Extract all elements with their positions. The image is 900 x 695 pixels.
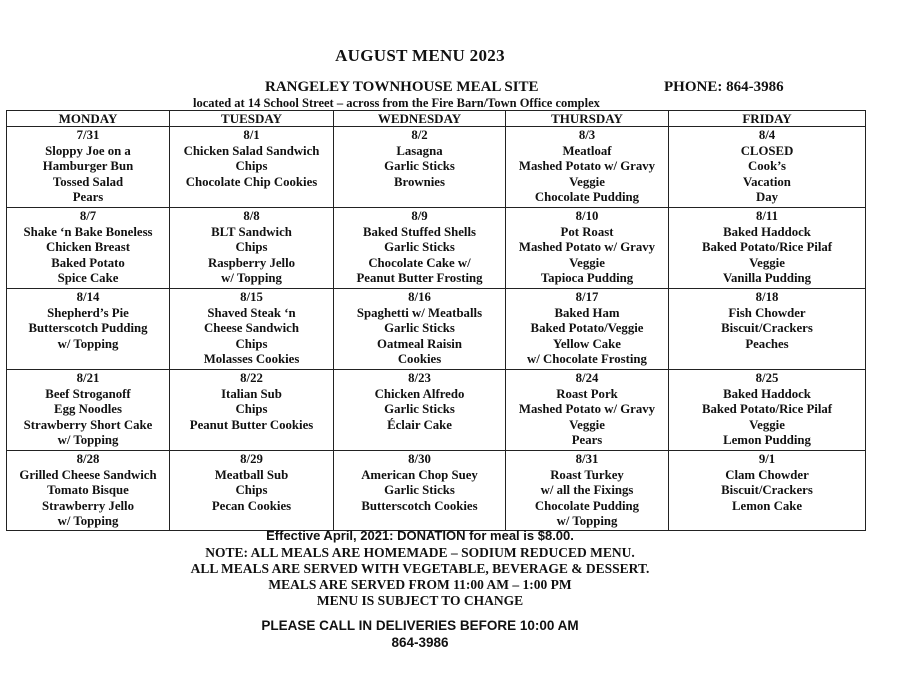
- menu-item: Fish Chowder: [728, 305, 806, 320]
- menu-item: Meatloaf: [562, 143, 612, 158]
- menu-item: w/ Topping: [57, 336, 119, 351]
- menu-item: Beef Stroganoff: [45, 386, 131, 401]
- menu-date: 8/10: [575, 209, 599, 223]
- menu-cell-tuesday: [170, 451, 334, 531]
- menu-cell-thursday: [506, 370, 669, 451]
- menu-item: Brownies: [394, 174, 445, 189]
- menu-item: Clam Chowder: [725, 467, 809, 482]
- donation-note: Effective April, 2021: DONATION for meal is $8.00.: [266, 528, 574, 543]
- menu-item: Tomato Bisque: [47, 483, 129, 498]
- menu-week-row: [7, 289, 866, 370]
- menu-date: 8/1: [243, 128, 260, 142]
- menu-date: 8/21: [76, 371, 100, 385]
- menu-item: Éclair Cake: [387, 417, 452, 432]
- menu-item: Chips: [235, 159, 268, 174]
- menu-item: w/ Topping: [221, 271, 282, 286]
- deliveries-phone: 864-3986: [391, 635, 449, 650]
- menu-cell-thursday: [506, 451, 669, 531]
- menu-date: 8/3: [578, 128, 596, 142]
- menu-week-row: [7, 208, 866, 289]
- menu-cell-wednesday: [334, 289, 506, 370]
- menu-item: Chicken Salad Sandwich: [183, 143, 320, 158]
- menu-cell-monday: [7, 289, 170, 370]
- menu-item: Garlic Sticks: [384, 321, 455, 336]
- menu-cell-thursday: [506, 127, 669, 208]
- day-header-tuesday: TUESDAY: [170, 111, 334, 127]
- menu-item: Raspberry Jello: [207, 255, 296, 270]
- homemade-note: NOTE: ALL MEALS ARE HOMEMADE – SODIUM REDUCED MENU.: [205, 545, 635, 560]
- menu-cell-thursday: [506, 208, 669, 289]
- subject-to-change-note: MENU IS SUBJECT TO CHANGE: [316, 593, 524, 608]
- menu-item: w/ Topping: [57, 433, 119, 448]
- menu-item: Sloppy Joe on a: [45, 143, 131, 158]
- menu-item: Baked Stuffed Shells: [362, 224, 477, 239]
- menu-item: Veggie: [569, 255, 605, 270]
- menu-date: 8/23: [408, 371, 431, 385]
- menu-cell-tuesday: [170, 370, 334, 451]
- menu-cell-monday: [7, 208, 170, 289]
- menu-cell-friday: [669, 127, 866, 208]
- menu-date: 8/14: [76, 290, 100, 304]
- menu-item: Day: [755, 190, 779, 205]
- menu-item: Chips: [235, 240, 268, 255]
- menu-item: Shepherd’s Pie: [47, 305, 129, 320]
- menu-item: Pears: [571, 433, 603, 448]
- menu-date: 8/25: [755, 371, 779, 385]
- menu-date: 8/31: [575, 452, 599, 466]
- menu-item: Garlic Sticks: [384, 159, 455, 174]
- site-name: RANGELEY TOWNHOUSE MEAL SITE: [265, 79, 539, 95]
- serving-hours-note: MEALS ARE SERVED FROM 11:00 AM – 1:00 PM: [268, 577, 572, 592]
- menu-date: 8/29: [240, 452, 263, 466]
- menu-item: Shake ‘n Bake Boneless: [23, 224, 153, 239]
- menu-item: Vanilla Pudding: [722, 271, 812, 286]
- menu-date: 8/7: [79, 209, 97, 223]
- menu-item: Meatball Sub: [214, 467, 289, 482]
- menu-date: 8/18: [755, 290, 779, 304]
- menu-item: Baked Potato/Rice Pilaf: [701, 402, 833, 417]
- menu-cell-wednesday: [334, 451, 506, 531]
- menu-item: Mashed Potato w/ Gravy: [518, 159, 656, 174]
- menu-date: 8/22: [240, 371, 263, 385]
- menu-item: Baked Potato/Veggie: [530, 321, 644, 336]
- menu-item: Peanut Butter Frosting: [356, 271, 483, 286]
- menu-date: 8/8: [243, 209, 260, 223]
- menu-cell-wednesday: [334, 370, 506, 451]
- menu-item: Garlic Sticks: [384, 402, 455, 417]
- menu-item: Biscuit/Crackers: [721, 483, 813, 498]
- menu-date: 8/24: [575, 371, 599, 385]
- menu-cell-thursday: [506, 289, 669, 370]
- menu-item: Mashed Potato w/ Gravy: [518, 402, 656, 417]
- menu-date: 8/28: [76, 452, 100, 466]
- menu-item: American Chop Suey: [361, 467, 478, 482]
- menu-cell-friday: [669, 208, 866, 289]
- menu-item: Peaches: [745, 336, 789, 351]
- menu-item: Strawberry Jello: [41, 498, 135, 513]
- menu-item: Veggie: [749, 255, 785, 270]
- menu-item: w/ Topping: [556, 514, 618, 529]
- page-title: AUGUST MENU 2023: [335, 46, 505, 65]
- menu-date: 8/30: [408, 452, 431, 466]
- day-header-row: [7, 111, 866, 127]
- menu-cell-monday: [7, 451, 170, 531]
- menu-item: Grilled Cheese Sandwich: [19, 467, 157, 482]
- menu-week-row: [7, 451, 866, 531]
- menu-cell-tuesday: [170, 289, 334, 370]
- menu-item: w/ Topping: [57, 514, 119, 529]
- menu-item: Chocolate Pudding: [534, 190, 640, 205]
- menu-item: Lasagna: [396, 143, 443, 158]
- menu-item: Oatmeal Raisin: [377, 336, 462, 351]
- menu-item: Baked Potato: [51, 255, 125, 270]
- menu-item: Baked Haddock: [723, 386, 811, 401]
- menu-date: 8/17: [575, 290, 599, 304]
- menu-item: Spice Cake: [57, 271, 119, 286]
- menu-item: Pears: [72, 190, 104, 205]
- menu-date: 9/1: [758, 452, 776, 466]
- menu-cell-tuesday: [170, 208, 334, 289]
- menu-item: Biscuit/Crackers: [721, 321, 813, 336]
- menu-date: 8/9: [411, 209, 428, 223]
- menu-item: Chips: [235, 336, 268, 351]
- menu-item: Roast Pork: [556, 386, 618, 401]
- menu-item: Chocolate Chip Cookies: [185, 174, 318, 189]
- menu-week-row: [7, 370, 866, 451]
- menu-item: Chocolate Cake w/: [368, 255, 471, 270]
- menu-item: Baked Ham: [554, 305, 620, 320]
- menu-item: Chicken Breast: [45, 240, 130, 255]
- menu-item: CLOSED: [740, 143, 794, 158]
- menu-date: 7/31: [76, 128, 100, 142]
- menu-item: Hamburger Bun: [42, 159, 134, 174]
- menu-item: Tossed Salad: [52, 174, 124, 189]
- menu-cell-friday: [669, 289, 866, 370]
- menu-item: Veggie: [569, 417, 605, 432]
- menu-date: 8/15: [240, 290, 263, 304]
- menu-item: Spaghetti w/ Meatballs: [356, 305, 483, 320]
- phone-number: PHONE: 864-3986: [664, 79, 784, 95]
- menu-item: Baked Haddock: [723, 224, 811, 239]
- menu-item: BLT Sandwich: [211, 224, 292, 239]
- day-header-wednesday: WEDNESDAY: [334, 111, 506, 127]
- deliveries-note: PLEASE CALL IN DELIVERIES BEFORE 10:00 AM: [261, 618, 579, 633]
- day-header-friday: FRIDAY: [669, 111, 866, 127]
- menu-item: Cookies: [397, 352, 442, 367]
- menu-item: Veggie: [749, 417, 785, 432]
- menu-item: Lemon Cake: [731, 498, 803, 513]
- menu-item: Garlic Sticks: [384, 483, 455, 498]
- menu-item: Chocolate Pudding: [534, 498, 640, 513]
- menu-item: Strawberry Short Cake: [23, 417, 153, 432]
- menu-cell-monday: [7, 127, 170, 208]
- menu-item: Chips: [235, 402, 268, 417]
- site-location: located at 14 School Street – across from the Fire Barn/Town Office complex: [193, 96, 600, 110]
- menu-item: Veggie: [569, 174, 605, 189]
- menu-date: 8/4: [758, 128, 776, 142]
- menu-date: 8/11: [755, 209, 779, 223]
- menu-item: Vacation: [743, 174, 791, 189]
- menu-item: w/ Chocolate Frosting: [527, 352, 647, 367]
- menu-item: Yellow Cake: [553, 336, 621, 351]
- menu-item: Molasses Cookies: [203, 352, 300, 367]
- menu-item: Chicken Alfredo: [374, 386, 465, 401]
- menu-item: Butterscotch Pudding: [28, 321, 148, 336]
- menu-cell-monday: [7, 370, 170, 451]
- menu-item: Pecan Cookies: [211, 498, 292, 513]
- menu-item: Mashed Potato w/ Gravy: [518, 240, 656, 255]
- menu-item: Butterscotch Cookies: [361, 498, 478, 513]
- menu-table: [6, 110, 866, 531]
- day-header-thursday: THURSDAY: [506, 111, 669, 127]
- menu-body: [7, 127, 866, 531]
- menu-item: Lemon Pudding: [723, 433, 811, 448]
- menu-cell-wednesday: [334, 208, 506, 289]
- menu-cell-wednesday: [334, 127, 506, 208]
- menu-item: Egg Noodles: [54, 402, 122, 417]
- menu-item: Chips: [235, 483, 268, 498]
- menu-cell-tuesday: [170, 127, 334, 208]
- menu-item: Italian Sub: [221, 386, 282, 401]
- menu-item: Shaved Steak ‘n: [207, 305, 296, 320]
- menu-item: Peanut Butter Cookies: [189, 417, 314, 432]
- served-with-note: ALL MEALS ARE SERVED WITH VEGETABLE, BEVERAGE & DESSERT.: [190, 561, 650, 576]
- menu-date: 8/16: [408, 290, 431, 304]
- menu-item: Tapioca Pudding: [540, 271, 634, 286]
- menu-date: 8/2: [411, 128, 428, 142]
- menu-cell-friday: [669, 451, 866, 531]
- menu-item: Garlic Sticks: [384, 240, 455, 255]
- day-header-monday: MONDAY: [7, 111, 170, 127]
- menu-week-row: [7, 127, 866, 208]
- menu-item: Baked Potato/Rice Pilaf: [701, 240, 833, 255]
- menu-item: w/ all the Fixings: [540, 483, 634, 498]
- menu-item: Pot Roast: [560, 224, 614, 239]
- menu-cell-friday: [669, 370, 866, 451]
- menu-item: Cheese Sandwich: [204, 321, 299, 336]
- menu-item: Roast Turkey: [550, 467, 624, 482]
- menu-item: Cook’s: [748, 159, 786, 174]
